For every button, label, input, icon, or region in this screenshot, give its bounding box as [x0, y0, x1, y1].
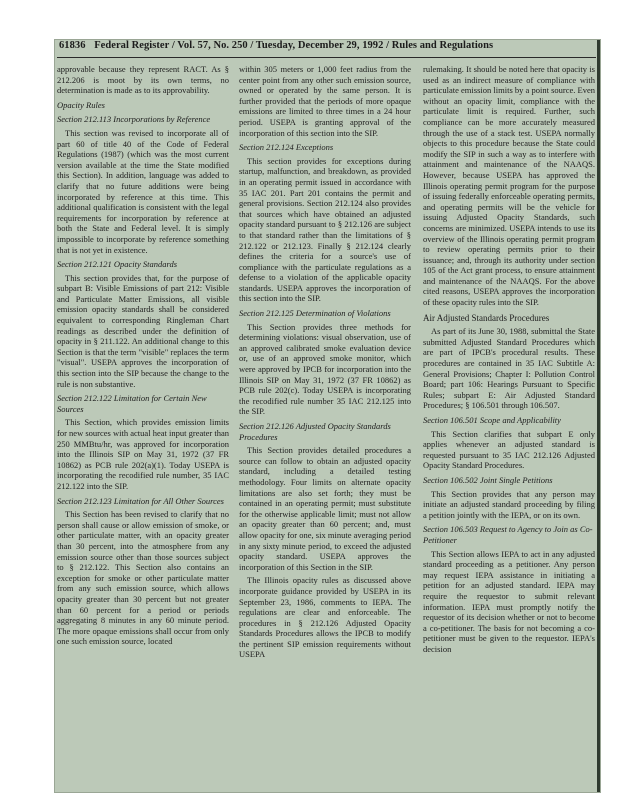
paragraph: rulemaking. It should be noted here that opacity is used as an indirect measure of compliance with particulate emission limits by a point source. Even without an opacity limit, compliance with the particulate limit is required. Further, such compliance can be more accurately measured through the use of a stack test. USEPA normally objects to this procedure because the State could modify the SIP in such a way as to interfere with attainment and maintenance of the NAAQS. However, because USEPA has approved the Illinois operating permit program for the purpose of issuing federally enforceable operating permits, and operating permits will be the vehicle for issuing Adjusted Opacity Standards, such concerns are minimized. USEPA intends to use its overview of the Illinois operating permit program to review operating permits prior to their issuance; and, through its authority under section 105 of the Act grant process, to ensure attainment and maintenance of the NAAQS. For the above cited reasons, USEPA approves the incorporation of these opacity rules into the SIP.: [423, 64, 595, 308]
section-heading: Section 212.124 Exceptions: [239, 142, 334, 153]
section-heading: Section 212.126 Adjusted Opacity Standards Procedures: [239, 421, 391, 442]
subheading: Air Adjusted Standards Procedures: [423, 312, 550, 323]
header-rule: [57, 57, 596, 58]
section-heading: Section 212.123 Limitation for All Other Sources: [57, 495, 224, 506]
paragraph: This Section provides detailed procedures a source can follow to obtain an adjusted opacity standard, including a detailed testing methodology. Four limits on alternate opacity limitations are also set forth; they must be contained in an operating permit; must substitute for the otherwise applicable limit; must not allow an opacity greater than 60 percent; and, must allow opacity for one, six minute averaging period in any sixty minute period, to exceed the adjusted opacity standard. USEPA approves the incorporation of this Section in the SIP.: [239, 445, 411, 572]
paragraph: This Section clarifies that subpart E only applies whenever an adjusted standard is requested pursuant to 35 IAC 212.126 Adjusted Opacity Standard Procedures.: [423, 428, 595, 471]
column-3: [423, 64, 595, 657]
paragraph: This section provides for exceptions during startup, malfunction, and breakdown, as provided in an operating permit issued in accordance with 35 IAC 201. Part 201 contains the permit and general provisions. Section 212.124 also provides that sources which have obtained an adjusted opacity standard pursuant to § 212.126 are subject to that standard rather than the limitations of § 212.122 or 212.123. Finally § 212.124 clearly defines the criteria for a source's use of compliance with the particulate regulations as a defense to a violation of the applicable opacity standards. USEPA approves the incorporation of this section into the SIP.: [239, 155, 411, 304]
section-heading: Section 106.502 Joint Single Petitions: [423, 474, 553, 485]
section-heading: Section 212.125 Determination of Violations: [239, 308, 391, 319]
paragraph: This Section has been revised to clarify that no person shall cause or allow emission of smoke, or other particulate matter, with an opacity greater than 30 percent, into the atmosphere from any emission source other than those sources subject to § 212.122. This Section also contains an exception for smoke or other particulate matter from any such emission source, which allows opacity greater than 30 percent but not greater than 60 percent for a period or periods aggregating 8 minutes in any 60 minute period. The more opaque emissions shall occur from only one such emission source, located: [57, 509, 229, 647]
paragraph: As part of its June 30, 1988, submittal the State submitted Adjusted Standard Procedures which are part of IPCB's procedural results. These procedures are contained in 35 IAC Subtitle A: General Provisions; Chapter I: Pollution Control Board; part 106: Hearings Pursuant to Specific Rules; subpart E: Air Adjusted Standard Procedures; § 106.501 through 106.507.: [423, 326, 595, 411]
section-heading: Section 212.113 Incorporations by Reference: [57, 114, 211, 125]
header-title: Federal Register / Vol. 57, No. 250 / Tuesday, December 29, 1992 / Rules and Regulations: [94, 40, 494, 51]
column-1: [57, 64, 229, 650]
document-page: [55, 40, 600, 792]
paragraph: approvable because they represent RACT. As § 212.206 is moot by its own terms, no determination is made as to its approvability.: [57, 64, 229, 96]
paragraph: This Section provides three methods for determining violations: visual observation, use of an approved calibrated smoke evaluation device or, use of an approved smoke monitor, which were approved by IPCB for incorporation into the Illinois SIP on May 31, 1972 (37 FR 10862) as PCB rule 202(c). Today USEPA is incorporating the recodified rule number 35 IAC 212.125 into the SIP.: [239, 321, 411, 417]
page-number: 61836: [59, 40, 86, 51]
page-edge: [597, 40, 600, 792]
paragraph: This section was revised to incorporate all of part 60 of title 40 of the Code of Federal Regulations (1987) (which was the most current version available at the time the State modified this Section). In addition, language was added to clarify that no future additions were being incorporated by reference at this time. This additional qualification is consistent with the legal requirements for incorporation by reference at both the State and Federal level. It is simply impossible to incorporate by reference something that is not yet in existence.: [57, 127, 229, 255]
section-heading: Section 106.503 Request to Agency to Join as Co-Petitioner: [423, 524, 593, 545]
column-2: [239, 64, 411, 663]
section-heading: Section 106.501 Scope and Applicability: [423, 415, 561, 425]
paragraph: This Section, which provides emission limits for new sources with actual heat input greater than 250 MMBtu/hr, was approved for incorporation into the Illinois SIP on May 31, 1972 (37 FR 10862) as PCB rule 202(a)(1). Today USEPA is incorporating the recodified rule number, 35 IAC 212.122 into the SIP.: [57, 417, 229, 491]
section-heading: Opacity Rules: [57, 99, 105, 110]
section-heading: Section 212.122 Limitation for Certain New Sources: [57, 393, 207, 414]
paragraph: This Section provides that any person may initiate an adjusted standard proceeding by filing a petition jointly with the IEPA, or on its own.: [423, 488, 595, 520]
paragraph: within 305 meters or 1,000 feet radius from the center point from any other such emission source, owned or operated by the same person. It is further provided that the periods of more opaque emissions are limited to three times in a 24 hour period. USEPA is granting approval of the incorporation of this section into the SIP.: [239, 64, 411, 138]
paragraph: This Section allows IEPA to act in any adjusted standard proceeding as a petitioner. Any person may request IEPA assistance in initiating a petition for an adjusted standard. IEPA may require the requestor to submit relevant information. IEPA must promptly notify the requestor of its decision whether or not to become a co-petitioner. The basis for not becoming a co-petitioner must be given to the requestor. IEPA's decision: [423, 548, 595, 654]
section-heading: Section 212.121 Opacity Standards: [57, 259, 178, 270]
paragraph: This section provides that, for the purpose of subpart B: Visible Emissions of part 212: Visible and Particulate Matter Emissions, all visible emission opacity standards shall be considered equivalent to corresponding Ringleman Chart readings as described under the definition of opacity in § 211.122. An additional change to this Section is that the term "visible" replaces the term "visual". USEPA approves the incorporation of this section into the SIP because the change to the rule is non substantive.: [57, 272, 229, 389]
paragraph: The Illinois opacity rules as discussed above incorporate guidance provided by USEPA in its September 23, 1986, comments to IEPA. The regulations are clear and enforceable. The procedures in § 212.126 Adjusted Opacity Standards Procedures allows the IPCB to modify the pertinent SIP emission requirements without USEPA: [239, 575, 411, 660]
page-header: [59, 40, 594, 51]
